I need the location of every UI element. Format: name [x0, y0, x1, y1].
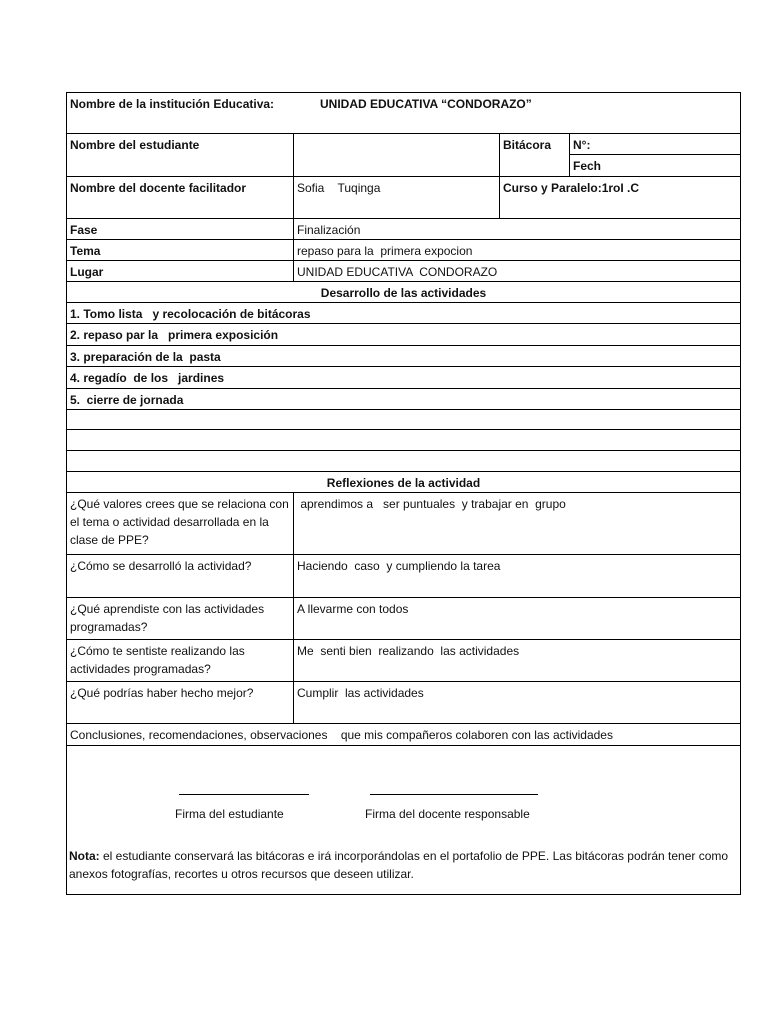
activity-item-text: 1. Tomo lista y recolocación de bitácoras: [70, 307, 311, 321]
institution-label: Nombre de la institución Educativa:: [70, 97, 275, 111]
activity-item: [67, 303, 740, 324]
reflections-title: Reflexiones de la actividad: [326, 476, 481, 490]
teacher-value: Sofia Tuqinga: [293, 177, 499, 218]
activity-empty-row: [67, 430, 740, 451]
activity-item: [67, 389, 740, 410]
conclusions-label: Conclusiones, recomendaciones, observaciones: [70, 728, 328, 742]
reflection-row: [67, 493, 740, 555]
activity-empty-row: [67, 451, 740, 472]
info-row-tema: [67, 240, 740, 261]
reflection-answer: Haciendo caso y cumpliendo la tarea: [293, 555, 740, 597]
reflection-question: ¿Qué valores crees que se relaciona con el tema o actividad desarrollada en la clase de PPE?: [70, 497, 289, 547]
tema-value: repaso para la primera expocion: [293, 240, 740, 260]
note-label: Nota:: [69, 849, 100, 863]
info-row-lugar: [67, 261, 740, 282]
activity-item-text: 2. repaso par la primera exposición: [70, 328, 279, 342]
institution-value: UNIDAD EDUCATIVA “CONDORAZO”: [320, 97, 532, 111]
reflections-title-row: [67, 472, 740, 493]
reflection-row: [67, 598, 740, 640]
note: [69, 847, 737, 883]
activity-item: [67, 324, 740, 346]
course-value: Curso y Paralelo:1roI .C: [499, 177, 740, 218]
lugar-label: Lugar: [70, 265, 104, 279]
conclusions-value: que mis compañeros colaboren con las actividades: [340, 728, 613, 742]
bitacora-label: Bitácora: [499, 134, 569, 176]
reflection-answer: aprendimos a ser puntuales y trabajar en grupo: [293, 493, 740, 554]
reflection-question: ¿Cómo te sentiste realizando las actividades programadas?: [70, 644, 245, 676]
reflection-answer: Me senti bien realizando las actividades: [293, 640, 740, 681]
institution-row: [67, 93, 740, 134]
student-row: [67, 134, 740, 177]
teacher-label: Nombre del docente facilitador: [70, 181, 247, 195]
student-label: Nombre del estudiante: [70, 138, 200, 152]
student-signature-line: [179, 794, 309, 795]
reflection-row: [67, 640, 740, 682]
bitacora-number-date: [569, 134, 740, 176]
activity-item: [67, 346, 740, 367]
reflection-question: ¿Qué aprendiste con las actividades programadas?: [70, 602, 265, 634]
reflection-question: ¿Cómo se desarrolló la actividad?: [70, 559, 252, 573]
activity-empty-row: [67, 410, 740, 430]
activity-item-text: 4. regadío de los jardines: [70, 371, 225, 385]
activity-item-text: 5. cierre de jornada: [70, 393, 184, 407]
activity-item: [67, 367, 740, 389]
student-name-field[interactable]: [293, 134, 499, 176]
fase-label: Fase: [70, 223, 98, 237]
reflection-row: [67, 682, 740, 724]
reflection-answer: Cumplir las actividades: [293, 682, 740, 723]
conclusions-line: [67, 724, 740, 745]
activity-item-text: 3. preparación de la pasta: [70, 350, 221, 364]
teacher-signature-line: [370, 794, 538, 795]
lugar-value: UNIDAD EDUCATIVA CONDORAZO: [293, 261, 740, 281]
info-row-fase: [67, 219, 740, 240]
date-label: Fech: [573, 159, 602, 173]
fase-value: Finalización: [293, 219, 740, 239]
conclusions-row: [67, 724, 740, 746]
teacher-row: [67, 177, 740, 219]
bitacora-form: [66, 92, 741, 895]
activities-title: Desarrollo de las actividades: [320, 286, 487, 300]
activities-title-row: [67, 282, 740, 303]
reflection-question: ¿Qué podrías haber hecho mejor?: [70, 686, 254, 700]
reflection-answer: A llevarme con todos: [293, 598, 740, 639]
reflection-row: [67, 555, 740, 598]
number-label: N°:: [570, 134, 740, 155]
teacher-signature-label: Firma del docente responsable: [365, 807, 530, 821]
tema-label: Tema: [70, 244, 101, 258]
note-text: el estudiante conservará las bitácoras e irá incorporándolas en el portafolio de PPE. Las bitácoras podrán tener como anexos fotografías, recortes u otros recursos que deseen utilizar.: [69, 849, 729, 881]
student-signature-label: Firma del estudiante: [175, 807, 284, 821]
